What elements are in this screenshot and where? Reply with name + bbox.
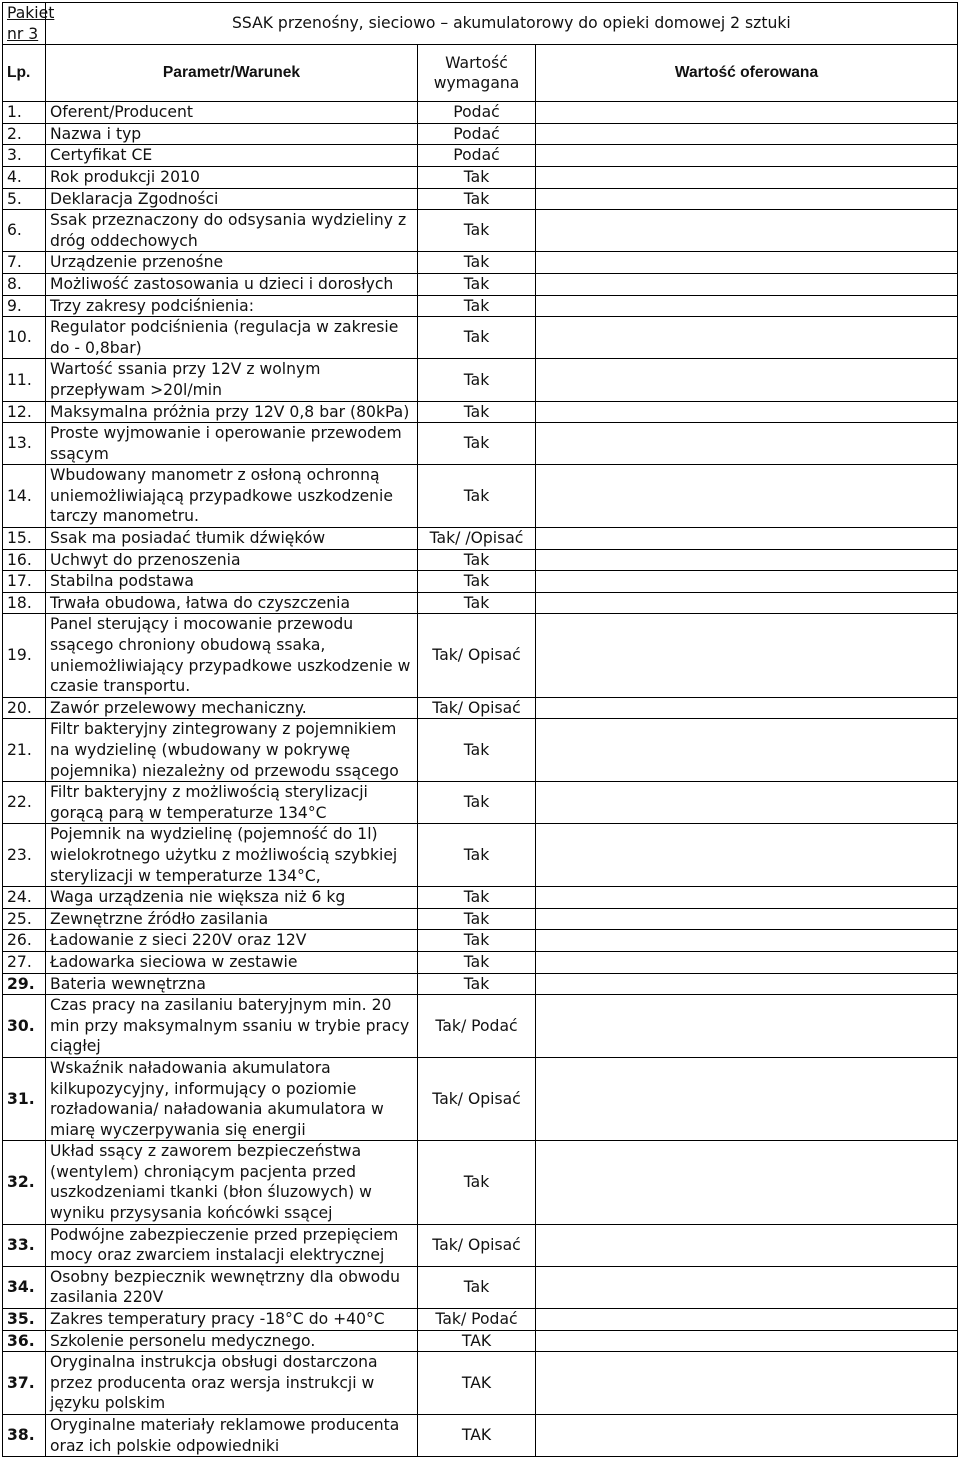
table-row xyxy=(3,887,958,909)
table-row xyxy=(3,930,958,952)
row-offered-value-cell[interactable] xyxy=(536,317,958,359)
row-required-value: TAK xyxy=(418,1330,536,1352)
row-parameter: Ssak przeznaczony do odsysania wydzieliny z dróg oddechowych xyxy=(46,210,418,252)
row-parameter: Rok produkcji 2010 xyxy=(46,166,418,188)
row-required-value: Tak xyxy=(418,592,536,614)
row-required-value: Tak/ Opisać xyxy=(418,1057,536,1140)
row-offered-value-cell[interactable] xyxy=(536,614,958,697)
row-required-value: Tak xyxy=(418,273,536,295)
table-row xyxy=(3,123,958,145)
row-offered-value-cell[interactable] xyxy=(536,951,958,973)
row-number: 32. xyxy=(3,1141,46,1224)
row-number: 17. xyxy=(3,571,46,593)
row-required-value: Tak xyxy=(418,166,536,188)
row-offered-value-cell[interactable] xyxy=(536,188,958,210)
row-number: 5. xyxy=(3,188,46,210)
col-header-required: Wartość wymagana xyxy=(418,45,536,102)
table-row xyxy=(3,1330,958,1352)
row-offered-value-cell[interactable] xyxy=(536,145,958,167)
table-row xyxy=(3,719,958,782)
row-offered-value-cell[interactable] xyxy=(536,1352,958,1415)
row-offered-value-cell[interactable] xyxy=(536,995,958,1058)
row-number: 9. xyxy=(3,295,46,317)
table-row xyxy=(3,295,958,317)
row-number: 36. xyxy=(3,1330,46,1352)
row-offered-value-cell[interactable] xyxy=(536,719,958,782)
table-row xyxy=(3,951,958,973)
row-parameter: Regulator podciśnienia (regulacja w zakresie do - 0,8bar) xyxy=(46,317,418,359)
row-offered-value-cell[interactable] xyxy=(536,824,958,887)
row-required-value: Tak/ Podać xyxy=(418,995,536,1058)
row-number: 20. xyxy=(3,697,46,719)
table-row xyxy=(3,401,958,423)
row-offered-value-cell[interactable] xyxy=(536,1266,958,1308)
col-header-lp: Lp. xyxy=(3,45,46,102)
table-title: SSAK przenośny, sieciowo – akumulatorowy do opieki domowej 2 sztuki xyxy=(46,3,958,45)
row-number: 12. xyxy=(3,401,46,423)
row-offered-value-cell[interactable] xyxy=(536,571,958,593)
row-required-value: Tak xyxy=(418,423,536,465)
table-row xyxy=(3,188,958,210)
row-required-value: Tak xyxy=(418,824,536,887)
row-number: 11. xyxy=(3,359,46,401)
row-number: 30. xyxy=(3,995,46,1058)
table-row xyxy=(3,423,958,465)
row-offered-value-cell[interactable] xyxy=(536,528,958,550)
row-offered-value-cell[interactable] xyxy=(536,401,958,423)
row-required-value: Tak xyxy=(418,252,536,274)
row-parameter: Szkolenie personelu medycznego. xyxy=(46,1330,418,1352)
row-number: 31. xyxy=(3,1057,46,1140)
row-offered-value-cell[interactable] xyxy=(536,782,958,824)
row-offered-value-cell[interactable] xyxy=(536,1057,958,1140)
row-required-value: Tak xyxy=(418,317,536,359)
table-row xyxy=(3,102,958,124)
row-number: 15. xyxy=(3,528,46,550)
row-parameter: Certyfikat CE xyxy=(46,145,418,167)
row-offered-value-cell[interactable] xyxy=(536,423,958,465)
row-number: 27. xyxy=(3,951,46,973)
row-required-value: Tak/ /Opisać xyxy=(418,528,536,550)
row-parameter: Osobny bezpiecznik wewnętrzny dla obwodu zasilania 220V xyxy=(46,1266,418,1308)
table-row xyxy=(3,782,958,824)
row-required-value: Tak xyxy=(418,1141,536,1224)
row-offered-value-cell[interactable] xyxy=(536,697,958,719)
row-parameter: Proste wyjmowanie i operowanie przewodem ssącym xyxy=(46,423,418,465)
row-offered-value-cell[interactable] xyxy=(536,1330,958,1352)
row-offered-value-cell[interactable] xyxy=(536,930,958,952)
row-offered-value-cell[interactable] xyxy=(536,887,958,909)
row-offered-value-cell[interactable] xyxy=(536,908,958,930)
row-number: 7. xyxy=(3,252,46,274)
row-parameter: Uchwyt do przenoszenia xyxy=(46,549,418,571)
row-required-value: Tak xyxy=(418,210,536,252)
row-required-value: Tak xyxy=(418,465,536,528)
row-parameter: Waga urządzenia nie większa niż 6 kg xyxy=(46,887,418,909)
table-row xyxy=(3,273,958,295)
row-number: 29. xyxy=(3,973,46,995)
package-number: Pakiet nr 3 xyxy=(3,3,46,45)
row-required-value: Tak xyxy=(418,951,536,973)
table-row xyxy=(3,1057,958,1140)
table-row xyxy=(3,528,958,550)
row-parameter: Zewnętrzne źródło zasilania xyxy=(46,908,418,930)
row-required-value: Tak xyxy=(418,973,536,995)
row-parameter: Bateria wewnętrzna xyxy=(46,973,418,995)
row-parameter: Oryginalne materiały reklamowe producenta oraz ich polskie odpowiedniki xyxy=(46,1415,418,1457)
row-parameter: Zawór przelewowy mechaniczny. xyxy=(46,697,418,719)
row-parameter: Zakres temperatury pracy -18°C do +40°C xyxy=(46,1309,418,1331)
row-number: 38. xyxy=(3,1415,46,1457)
row-number: 35. xyxy=(3,1309,46,1331)
table-row xyxy=(3,210,958,252)
row-required-value: Tak xyxy=(418,719,536,782)
row-required-value: Tak xyxy=(418,1266,536,1308)
column-header-row xyxy=(3,45,958,102)
row-parameter: Możliwość zastosowania u dzieci i dorosłych xyxy=(46,273,418,295)
row-parameter: Podwójne zabezpieczenie przed przepięciem mocy oraz zwarciem instalacji elektrycznej xyxy=(46,1224,418,1266)
row-parameter: Trwała obudowa, łatwa do czyszczenia xyxy=(46,592,418,614)
row-number: 2. xyxy=(3,123,46,145)
col-header-param: Parametr/Warunek xyxy=(46,45,418,102)
row-required-value: Tak/ Opisać xyxy=(418,614,536,697)
row-parameter: Wartość ssania przy 12V z wolnym przepływam >20l/min xyxy=(46,359,418,401)
table-row xyxy=(3,252,958,274)
row-required-value: Tak xyxy=(418,930,536,952)
row-number: 25. xyxy=(3,908,46,930)
row-number: 22. xyxy=(3,782,46,824)
row-number: 10. xyxy=(3,317,46,359)
row-offered-value-cell[interactable] xyxy=(536,295,958,317)
row-number: 16. xyxy=(3,549,46,571)
row-number: 1. xyxy=(3,102,46,124)
row-number: 34. xyxy=(3,1266,46,1308)
row-required-value: Tak xyxy=(418,782,536,824)
table-row xyxy=(3,824,958,887)
row-required-value: Podać xyxy=(418,102,536,124)
table-row xyxy=(3,697,958,719)
table-row xyxy=(3,1224,958,1266)
table-row xyxy=(3,1352,958,1415)
row-offered-value-cell[interactable] xyxy=(536,1415,958,1457)
row-parameter: Ssak ma posiadać tłumik dźwięków xyxy=(46,528,418,550)
table-row xyxy=(3,614,958,697)
table-title-row xyxy=(3,3,958,45)
row-parameter: Filtr bakteryjny z możliwością sterylizacji gorącą parą w temperaturze 134°C xyxy=(46,782,418,824)
row-number: 8. xyxy=(3,273,46,295)
row-required-value: Tak/ Opisać xyxy=(418,697,536,719)
row-number: 6. xyxy=(3,210,46,252)
row-parameter: Ładowanie z sieci 220V oraz 12V xyxy=(46,930,418,952)
row-offered-value-cell[interactable] xyxy=(536,1141,958,1224)
row-parameter: Stabilna podstawa xyxy=(46,571,418,593)
row-parameter: Trzy zakresy podciśnienia: xyxy=(46,295,418,317)
row-parameter: Układ ssący z zaworem bezpieczeństwa (wentylem) chroniącym pacjenta przed uszkodzeniami tkanki (błon śluzowych) w wyniku przysysania końcówki ssącej xyxy=(46,1141,418,1224)
row-required-value: Tak xyxy=(418,887,536,909)
row-offered-value-cell[interactable] xyxy=(536,102,958,124)
row-parameter: Wbudowany manometr z osłoną ochronną uniemożliwiającą przypadkowe uszkodzenie tarczy manometru. xyxy=(46,465,418,528)
row-parameter: Panel sterujący i mocowanie przewodu ssącego chroniony obudową ssaka, uniemożliwiający przypadkowe uszkodzenie w czasie transportu. xyxy=(46,614,418,697)
row-number: 24. xyxy=(3,887,46,909)
row-offered-value-cell[interactable] xyxy=(536,973,958,995)
table-row xyxy=(3,317,958,359)
row-offered-value-cell[interactable] xyxy=(536,252,958,274)
row-required-value: Tak xyxy=(418,295,536,317)
row-number: 19. xyxy=(3,614,46,697)
row-offered-value-cell[interactable] xyxy=(536,123,958,145)
row-parameter: Maksymalna próżnia przy 12V 0,8 bar (80kPa) xyxy=(46,401,418,423)
row-offered-value-cell[interactable] xyxy=(536,359,958,401)
row-offered-value-cell[interactable] xyxy=(536,273,958,295)
table-row xyxy=(3,1309,958,1331)
row-parameter: Czas pracy na zasilaniu bateryjnym min. 20 min przy maksymalnym ssaniu w trybie pracy ciągłej xyxy=(46,995,418,1058)
row-number: 13. xyxy=(3,423,46,465)
row-parameter: Oferent/Producent xyxy=(46,102,418,124)
row-offered-value-cell[interactable] xyxy=(536,210,958,252)
row-parameter: Nazwa i typ xyxy=(46,123,418,145)
row-required-value: Podać xyxy=(418,145,536,167)
col-header-offered: Wartość oferowana xyxy=(536,45,958,102)
table-row xyxy=(3,1141,958,1224)
table-row xyxy=(3,571,958,593)
row-parameter: Urządzenie przenośne xyxy=(46,252,418,274)
row-number: 33. xyxy=(3,1224,46,1266)
row-number: 26. xyxy=(3,930,46,952)
table-row xyxy=(3,549,958,571)
row-parameter: Ładowarka sieciowa w zestawie xyxy=(46,951,418,973)
table-row xyxy=(3,592,958,614)
row-required-value: Tak xyxy=(418,359,536,401)
row-offered-value-cell[interactable] xyxy=(536,166,958,188)
row-parameter: Wskaźnik naładowania akumulatora kilkupozycyjny, informujący o poziomie rozładowania/ naładowania akumulatora w miarę wyczerpywania się energii xyxy=(46,1057,418,1140)
row-required-value: Tak xyxy=(418,549,536,571)
row-offered-value-cell[interactable] xyxy=(536,592,958,614)
row-required-value: Tak/ Podać xyxy=(418,1309,536,1331)
table-row xyxy=(3,359,958,401)
row-required-value: Tak xyxy=(418,571,536,593)
row-parameter: Oryginalna instrukcja obsługi dostarczona przez producenta oraz wersja instrukcji w języku polskim xyxy=(46,1352,418,1415)
row-parameter: Filtr bakteryjny zintegrowany z pojemnikiem na wydzielinę (wbudowany w pokrywę pojemnika) niezależny od przewodu ssącego xyxy=(46,719,418,782)
row-required-value: Tak xyxy=(418,908,536,930)
table-row xyxy=(3,465,958,528)
row-required-value: Tak/ Opisać xyxy=(418,1224,536,1266)
table-row xyxy=(3,973,958,995)
spec-table xyxy=(2,2,958,1457)
row-number: 21. xyxy=(3,719,46,782)
row-offered-value-cell[interactable] xyxy=(536,465,958,528)
row-offered-value-cell[interactable] xyxy=(536,1309,958,1331)
row-required-value: TAK xyxy=(418,1352,536,1415)
table-row xyxy=(3,1415,958,1457)
row-number: 14. xyxy=(3,465,46,528)
row-number: 4. xyxy=(3,166,46,188)
table-row xyxy=(3,1266,958,1308)
row-required-value: Podać xyxy=(418,123,536,145)
table-row xyxy=(3,908,958,930)
row-offered-value-cell[interactable] xyxy=(536,549,958,571)
table-row xyxy=(3,995,958,1058)
table-row xyxy=(3,166,958,188)
row-required-value: Tak xyxy=(418,188,536,210)
table-row xyxy=(3,145,958,167)
row-number: 37. xyxy=(3,1352,46,1415)
row-number: 18. xyxy=(3,592,46,614)
row-number: 3. xyxy=(3,145,46,167)
row-required-value: Tak xyxy=(418,401,536,423)
row-parameter: Deklaracja Zgodności xyxy=(46,188,418,210)
row-number: 23. xyxy=(3,824,46,887)
row-parameter: Pojemnik na wydzielinę (pojemność do 1l) wielokrotnego użytku z możliwością szybkiej sterylizacji w temperaturze 134°C, xyxy=(46,824,418,887)
row-required-value: TAK xyxy=(418,1415,536,1457)
row-offered-value-cell[interactable] xyxy=(536,1224,958,1266)
